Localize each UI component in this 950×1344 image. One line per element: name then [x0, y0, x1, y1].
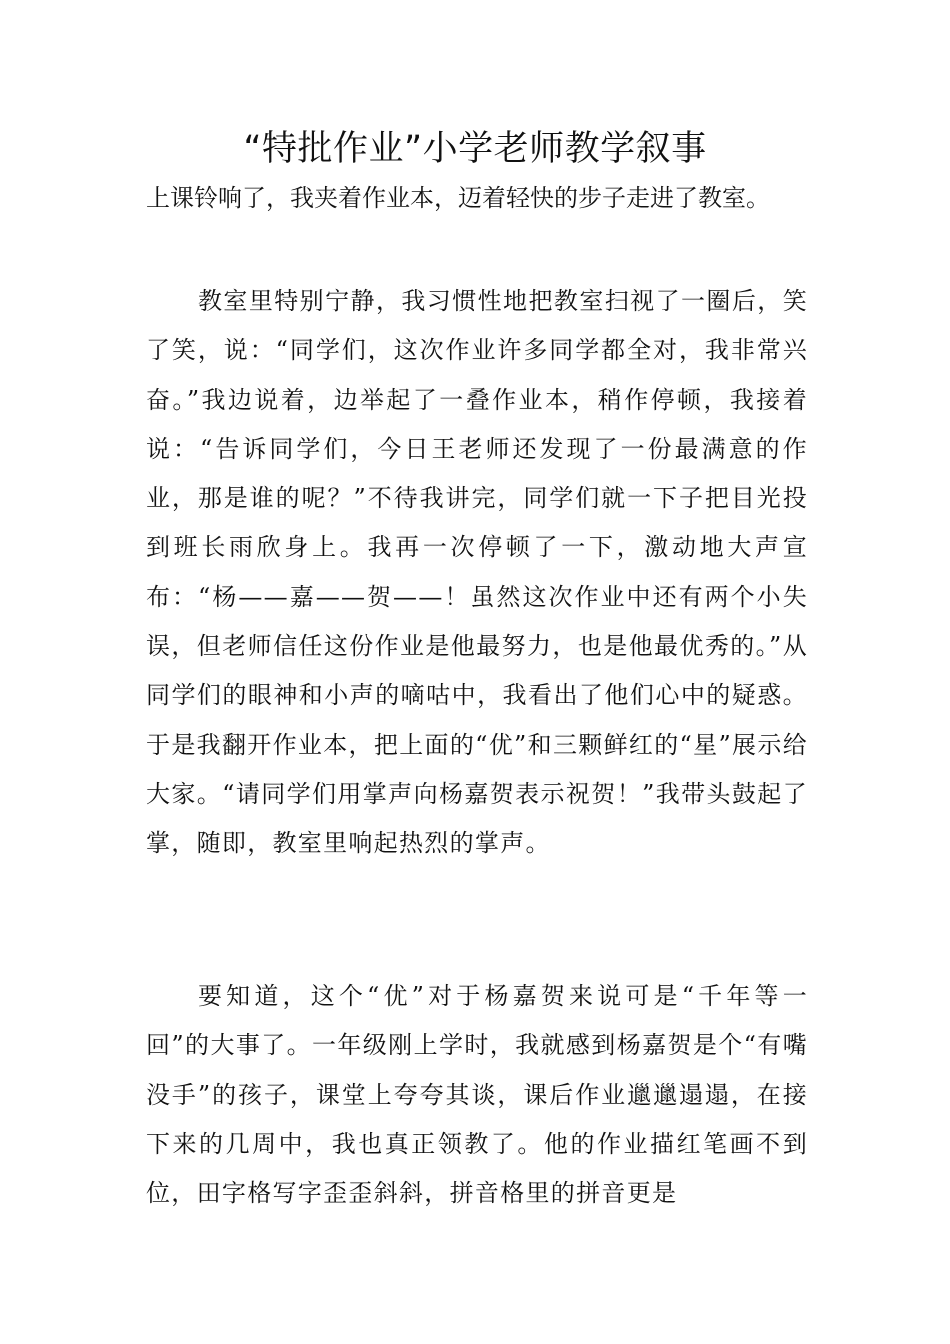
body-paragraph: 要知道，这个“优”对于杨嘉贺来说可是“千年等一回”的大事了。一年级刚上学时，我就感到杨嘉贺是个“有嘴没手”的孩子，课堂上夸夸其谈，课后作业邋邋遢遢，在接下来的几周中，我也真正领教了。他的作业描红笔画不到位，田字格写字歪歪斜斜，拼音格里的拼音更是	[146, 982, 808, 1208]
document-title: “特批作业”小学老师教学叙事	[243, 129, 707, 169]
lead-sentence: 上课铃响了，我夹着作业本，迈着轻快的步子走进了教室。	[146, 184, 770, 212]
body-paragraph: 教室里特别宁静，我习惯性地把教室扫视了一圈后，笑了笑，说：“同学们，这次作业许多同学都全对，我非常兴奋。”我边说着，边举起了一叠作业本，稍作停顿，我接着说：“告诉同学们，今日王老师还发现了一份最满意的作业，那是谁的呢？”不待我讲完，同学们就一下子把目光投到班长雨欣身上。我再一次停顿了一下，激动地大声宣布：“杨——嘉——贺——！虽然这次作业中还有两个小失误，但老师信任这份作业是他最努力，也是他最优秀的。”从同学们的眼神和小声的嘀咕中，我看出了他们心中的疑惑。于是我翻开作业本，把上面的“优”和三颗鲜红的“星”展示给大家。“请同学们用掌声向杨嘉贺表示祝贺！”我带头鼓起了掌，随即，教室里响起热烈的掌声。	[146, 287, 808, 858]
